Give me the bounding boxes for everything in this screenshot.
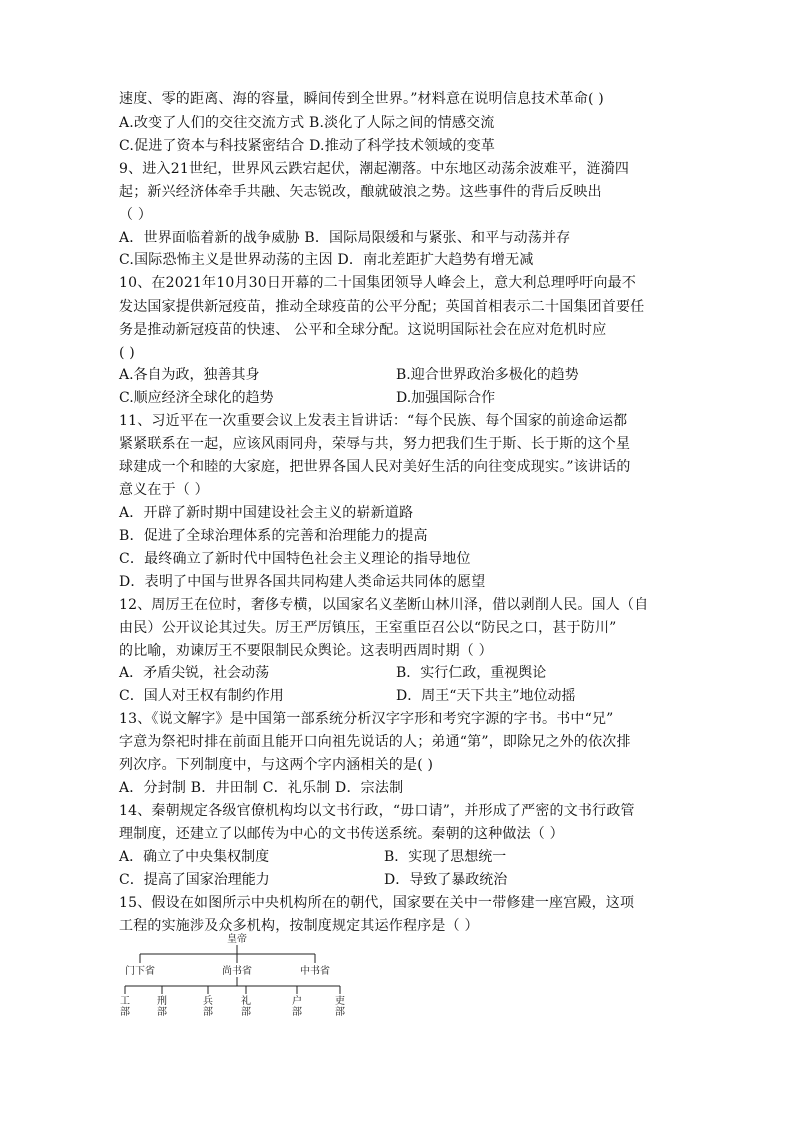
question-14: 14、秦朝规定各级官僚机构均以文书行政，“毋口请”，并形成了严密的文书行政管: [119, 803, 635, 819]
text-line: A．世界面临着新的战争威胁 B．国际局限缓和与紧张、和平与动荡并存: [119, 230, 571, 246]
q10-option-b: B.迎合世界政治多极化的趋势: [396, 367, 579, 383]
ministry-justice-char1: 刑: [157, 996, 167, 1007]
q11-option-c: C．最终确立了新时代中国特色社会主义理论的指导地位: [119, 551, 471, 567]
ministry-works-char2: 部: [120, 1007, 130, 1018]
text-line: 工程的实施涉及众多机构，按制度规定其运作程序是（ ）: [119, 918, 479, 934]
text-line: 球建成一个和睦的大家庭，把世界各国人民对美好生活的向往变成现实。”该讲话的: [119, 459, 631, 475]
answer-blank: （ ）: [119, 207, 153, 223]
text-line: 紧紧联系在一起，应该风雨同舟，荣辱与共，努力把我们生于斯、长于斯的这个星: [119, 436, 631, 452]
q14-option-c: C．提高了国家治理能力: [119, 872, 270, 888]
question-11: 11、习近平在一次重要会议上发表主旨讲话：“每个民族、每个国家的前途命运都: [119, 413, 628, 429]
question-9: 9、进入21世纪，世界风云跌宕起伏，潮起潮落。中东地区动荡余波难平，涟漪四: [119, 161, 630, 177]
text-line: 由民）公开议论其过失。厉王严厉镇压，王室重臣召公以“防民之口，甚于防川”: [119, 620, 617, 636]
q14-option-d: D．导致了暴政统治: [384, 872, 508, 888]
q14-option-b: B．实现了思想统一: [384, 849, 507, 865]
ministry-justice-char2: 部: [157, 1007, 167, 1018]
answer-blank: ( ): [119, 345, 135, 361]
text-line: 速度、零的距离、海的容量，瞬间传到全世界。”材料意在说明信息技术革命( ): [119, 91, 604, 107]
dept-shangshu: 尚书省: [222, 966, 252, 977]
q10-option-d: D.加强国际合作: [396, 390, 496, 406]
text-line: 的比喻，劝谏厉王不要限制民众舆论。这表明西周时期（ ）: [119, 643, 493, 659]
text-line: C.促进了资本与科技紧密结合 D.推动了科学技术领域的变革: [119, 138, 496, 154]
q11-option-a: A．开辟了新时期中国建设社会主义的崭新道路: [119, 505, 414, 521]
question-13: 13、《说文解字》是中国第一部系统分析汉字字形和考究字源的字书。书中“兄”: [119, 711, 614, 727]
text-line: 理制度，还建立了以邮传为中心的文书传送系统。秦朝的这种做法（ ）: [119, 826, 564, 842]
q13-options: A．分封制 B．井田制 C．礼乐制 D．宗法制: [119, 780, 404, 796]
question-10: 10、在2021年10月30日开幕的二十国集团领导人峰会上，意大利总理呼吁向最不: [119, 275, 637, 291]
ministry-war-char1: 兵: [203, 996, 213, 1007]
question-12: 12、周厉王在位时，奢侈专横，以国家名义垄断山林川泽，借以剥削人民。国人（自: [119, 597, 649, 613]
text-line: 务是推动新冠疫苗的快速、 公平和全球分配。这说明国际社会在应对危机时应: [119, 322, 607, 338]
q11-option-d: D．表明了中国与世界各国共同构建人类命运共同体的愿望: [119, 574, 486, 590]
ministry-rites-char1: 礼: [241, 996, 251, 1007]
q11-option-b: B．促进了全球治理体系的完善和治理能力的提高: [119, 528, 428, 544]
q10-option-c: C.顺应经济全球化的趋势: [119, 390, 274, 406]
ministry-rites-char2: 部: [241, 1007, 251, 1018]
ministry-personnel-char2: 部: [335, 1007, 345, 1018]
text-line: 意义在于（ ）: [119, 482, 209, 498]
ministry-personnel-char1: 吏: [335, 996, 345, 1007]
q12-option-b: B．实行仁政，重视舆论: [396, 665, 547, 681]
dept-menxia: 门下省: [125, 966, 155, 977]
q12-option-d: D．周王“天下共主”地位动摇: [396, 688, 576, 704]
q12-option-a: A．矛盾尖锐，社会动荡: [119, 665, 270, 681]
central-government-org-chart: [110, 932, 360, 1024]
question-15: 15、假设在如图所示中央机构所在的朝代，国家要在关中一带修建一座宫殿，这项: [119, 895, 635, 911]
ministry-revenue-char1: 户: [292, 996, 302, 1007]
ministry-works-char1: 工: [120, 996, 130, 1007]
text-line: 列次序。下列制度中，与这两个字内涵相关的是( ): [119, 757, 434, 773]
text-line: 发达国家提供新冠疫苗，推动全球疫苗的公平分配；英国首相表示二十国集团首要任: [119, 299, 645, 315]
dept-zhongshu: 中书省: [300, 966, 330, 977]
ministry-war-char2: 部: [203, 1007, 213, 1018]
text-line: 字意为祭祀时排在前面且能开口向祖先说话的人；弟通“第”，即除兄之外的依次排: [119, 734, 631, 750]
q12-option-c: C．国人对王权有制约作用: [119, 688, 284, 704]
ministry-revenue-char2: 部: [292, 1007, 302, 1018]
q14-option-a: A．确立了中央集权制度: [119, 849, 270, 865]
q10-option-a: A.各自为政，独善其身: [119, 367, 260, 383]
text-line: C.国际恐怖主义是世界动荡的主因 D．南北差距扩大趋势有增无减: [119, 252, 534, 268]
text-line: 起；新兴经济体牵手共融、矢志锐改，酿就破浪之势。这些事件的背后反映出: [119, 184, 602, 200]
emperor-node: 皇帝: [227, 934, 247, 945]
text-line: A.改变了人们的交往交流方式 B.淡化了人际之间的情感交流: [119, 115, 495, 131]
